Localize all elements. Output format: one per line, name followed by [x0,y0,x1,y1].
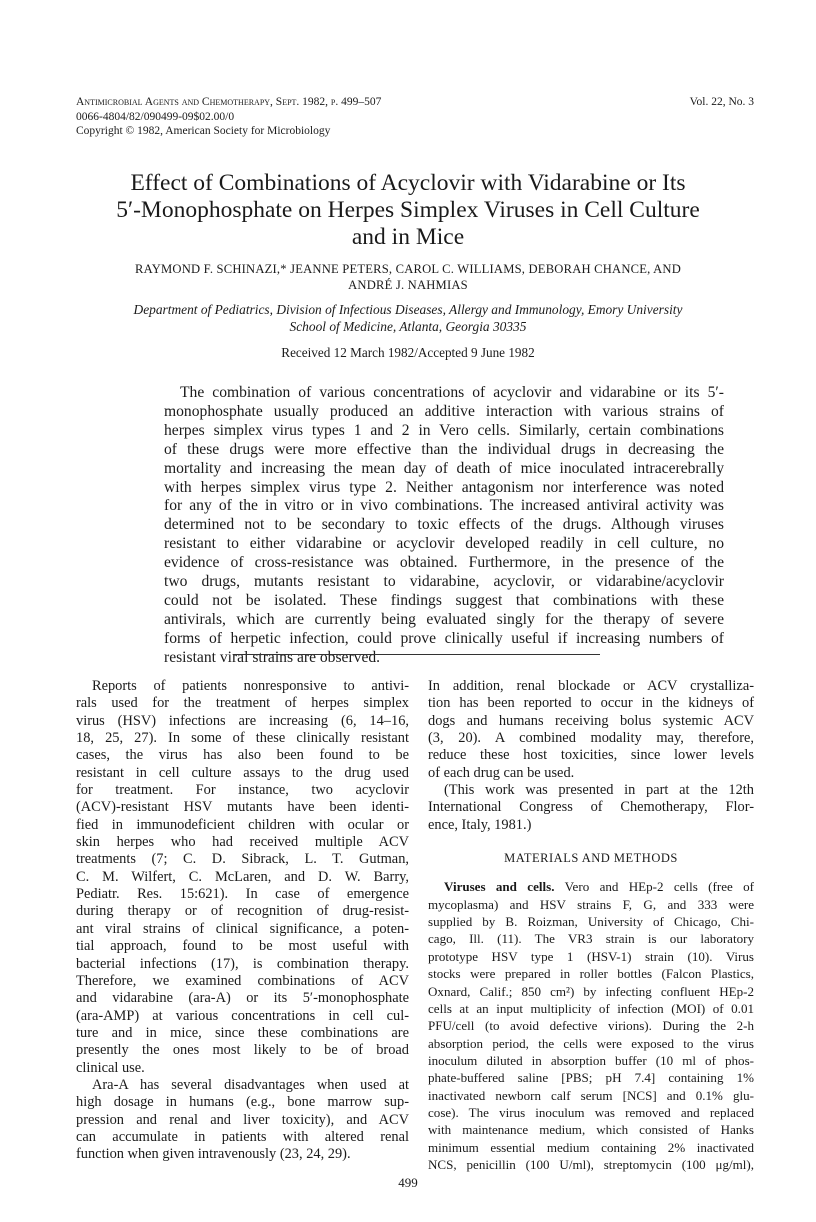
body-line: C. M. Wilfert, C. McLaren, and D. W. Barry, [76,868,409,885]
abstract-line: The combination of various concentrations of acyclovir and vidarabine or its 5′- [180,384,724,401]
body-line: (This work was presented in part at the 12th [444,782,754,799]
body-line: ant viral strains of clinical significance, a poten- [76,920,409,937]
body-line: reduce these host toxicities, since lower levels [428,747,754,764]
methods-line: prototype HSV type 1 (HSV-1) strain (10). Virus [428,948,754,964]
body-line: In addition, renal blockade or ACV crystalliza- [428,678,754,694]
abstract-line: antivirals, which are currently being evaluated singly for the therapy of severe [164,610,724,628]
methods-line: phate-buffered saline [PBS; pH 7.4] containing 1% [428,1070,754,1086]
volume-issue: Vol. 22, No. 3 [689,96,754,108]
body-line: dogs and humans receiving bolus systemic ACV [428,712,754,729]
right-column [428,678,754,1173]
abstract-line: herpes simplex virus types 1 and 2 in Vero cells. Similarly, certain combinations [164,421,724,439]
body-line: Ara-A has several disadvantages when used at [92,1076,409,1093]
body-line: skin herpes who had received multiple ACV [76,834,409,851]
body-line: rals used for the treatment of herpes simplex [76,695,409,712]
affiliation-line: School of Medicine, Atlanta, Georgia 30335 [289,318,527,334]
methods-first-line [428,878,754,895]
author-list [60,261,756,293]
author-line: RAYMOND F. SCHINAZI,* JEANNE PETERS, CAROL C. WILLIAMS, DEBORAH CHANCE, AND [135,262,681,276]
body-line: Therefore, we examined combinations of ACV [76,972,409,989]
received-dates: Received 12 March 1982/Accepted 9 June 1982 [281,345,535,360]
author-line: ANDRÉ J. NAHMIAS [348,278,468,292]
body-line: of each drug can be used. [428,764,575,781]
body-line: Pediatr. Res. 15:621). In case of emergence [76,886,409,903]
body-line: (ACV)-resistant HSV mutants have been identi- [76,799,409,816]
article-title [60,170,756,251]
methods-line: cells at an input multiplicity of infection (MOI) of 0.01 [428,1000,754,1016]
methods-line: stocks were prepared in roller bottles (Falcon Plastics, [428,966,754,982]
body-line: ence, Italy, 1981.) [428,816,532,833]
body-line: for treatment. For instance, two acyclovir [76,782,409,799]
methods-line: absorption period, the cells were exposed to the virus [428,1035,754,1051]
methods-line: mycoplasma) and HSV strains F, G, and 333 were [428,896,754,912]
left-column [76,678,409,1164]
body-line: tion has been reported to occur in the kidneys of [428,695,754,712]
methods-line: NCS, penicillin (100 U/ml), streptomycin (100 μg/ml), [428,1156,754,1172]
section-heading-materials-methods: MATERIALS AND METHODS [504,851,678,866]
section-divider [233,654,600,655]
copyright-line: Copyright © 1982, American Society for Microbiology [76,125,331,137]
body-line: (ara-AMP) at various concentrations in cell cul- [76,1007,409,1024]
methods-line: minimum essential medium containing 2% inactivated [428,1139,754,1155]
title-line: Effect of Combinations of Acyclovir with Vidarabine or Its [130,170,686,196]
abstract-line: resistant to either vidarabine or acyclovir developed readily in cell culture, no [164,535,724,553]
methods-line: cose). The virus inoculum was removed and replaced [428,1104,754,1120]
body-line: International Congress of Chemotherapy, Flor- [428,799,754,816]
run-in-heading: Viruses and cells. [444,879,555,895]
page-number: 499 [398,1175,418,1190]
methods-line: cago, Ill. (11). The VR3 strain is our laboratory [428,931,754,947]
body-line: and vidarabine (ara-A) or its 5′-monophosphate [76,990,409,1007]
body-line: Reports of patients nonresponsive to antivi- [92,678,409,694]
body-line: virus (HSV) infections are increasing (6, 14–16, [76,712,409,729]
abstract-line: evidence of cross-resistance was obtained. Furthermore, in the presence of the [164,554,724,572]
abstract-line: monophosphate usually produced an additive interaction with various strains of [164,402,724,420]
body-line: during therapy or of recognition of drug-resist- [76,903,409,920]
body-line: presently the ones most likely to be of broad [76,1042,409,1059]
abstract-line: for any of the in vitro or in vivo combinations. The increased antiviral activity was [164,497,724,515]
abstract-line: could not be isolated. These findings suggest that combinations with these [164,591,724,609]
title-line: and in Mice [351,224,465,250]
running-header [76,95,596,139]
abstract-line: resistant viral strains are observed. [164,648,381,666]
body-line: ture and in mice, since these combinations are [76,1024,409,1041]
body-line: high dosage in humans (e.g., bone marrow sup- [76,1094,409,1111]
abstract-line: of these drugs were more effective than the individual drugs in decreasing the [164,440,724,458]
body-line: 18, 25, 27). In some of these clinically resistant [76,730,409,747]
methods-line: Oxnard, Calif.; 850 cm²) by infecting confluent HEp-2 [428,983,754,999]
journal-citation: Antimicrobial Agents and Chemotherapy, Sept. 1982, p. 499–507 [76,96,382,108]
body-line: can accumulate in patients with altered renal [76,1128,409,1145]
body-line: treatments (7; C. D. Sibrack, L. T. Gutman, [76,851,409,868]
body-line: fied in immunodeficient children with ocular or [76,816,409,833]
abstract [164,384,724,668]
abstract-line: two drugs, mutants resistant to vidarabine, acyclovir, or vidarabine/acyclovir [164,573,724,591]
methods-first-line-text: Vero and HEp-2 cells (free of [554,879,754,895]
abstract-line: determined not to be secondary to toxic effects of the drugs. Although viruses [164,516,724,534]
affiliation-line: Department of Pediatrics, Division of Infectious Diseases, Allergy and Immunology, Emory University [133,302,683,317]
body-line: bacterial infections (17), is combination therapy. [76,955,409,972]
abstract-line: mortality and increasing the mean day of death of mice inoculated intracerebrally [164,459,724,477]
body-line: function when given intravenously (23, 24, 29). [76,1146,351,1163]
doi-code: 0066-4804/82/090499-09$02.00/0 [76,110,235,123]
affiliation [60,302,756,335]
body-line: (3, 20). A combined modality may, therefore, [428,730,754,747]
title-line: 5′-Monophosphate on Herpes Simplex Viruses in Cell Culture [116,197,700,223]
body-line: resistant in cell culture assays to the drug used [76,764,409,781]
abstract-line: forms of herpetic infection, could prove clinically useful if increasing numbers of [164,629,724,647]
body-line: pression and renal and liver toxicity), and ACV [76,1111,409,1128]
methods-line: supplied by B. Roizman, University of Chicago, Chi- [428,914,754,930]
abstract-line: with herpes simplex virus type 2. Neither antagonism nor interference was noted [164,478,724,496]
body-line: clinical use. [76,1059,145,1076]
methods-line: with maintenance medium, which consisted of Hanks [428,1122,754,1138]
methods-line: inactivated newborn calf serum [NCS] and 0.1% glu- [428,1087,754,1103]
body-line: cases, the virus has also been found to be [76,747,409,764]
methods-line: PFU/cell (to avoid defective virions). During the 2-h [428,1018,754,1034]
body-line: tial approach, found to be most useful with [76,938,409,955]
methods-line: inoculum diluted in absorption buffer (10 ml of phos- [428,1052,754,1068]
